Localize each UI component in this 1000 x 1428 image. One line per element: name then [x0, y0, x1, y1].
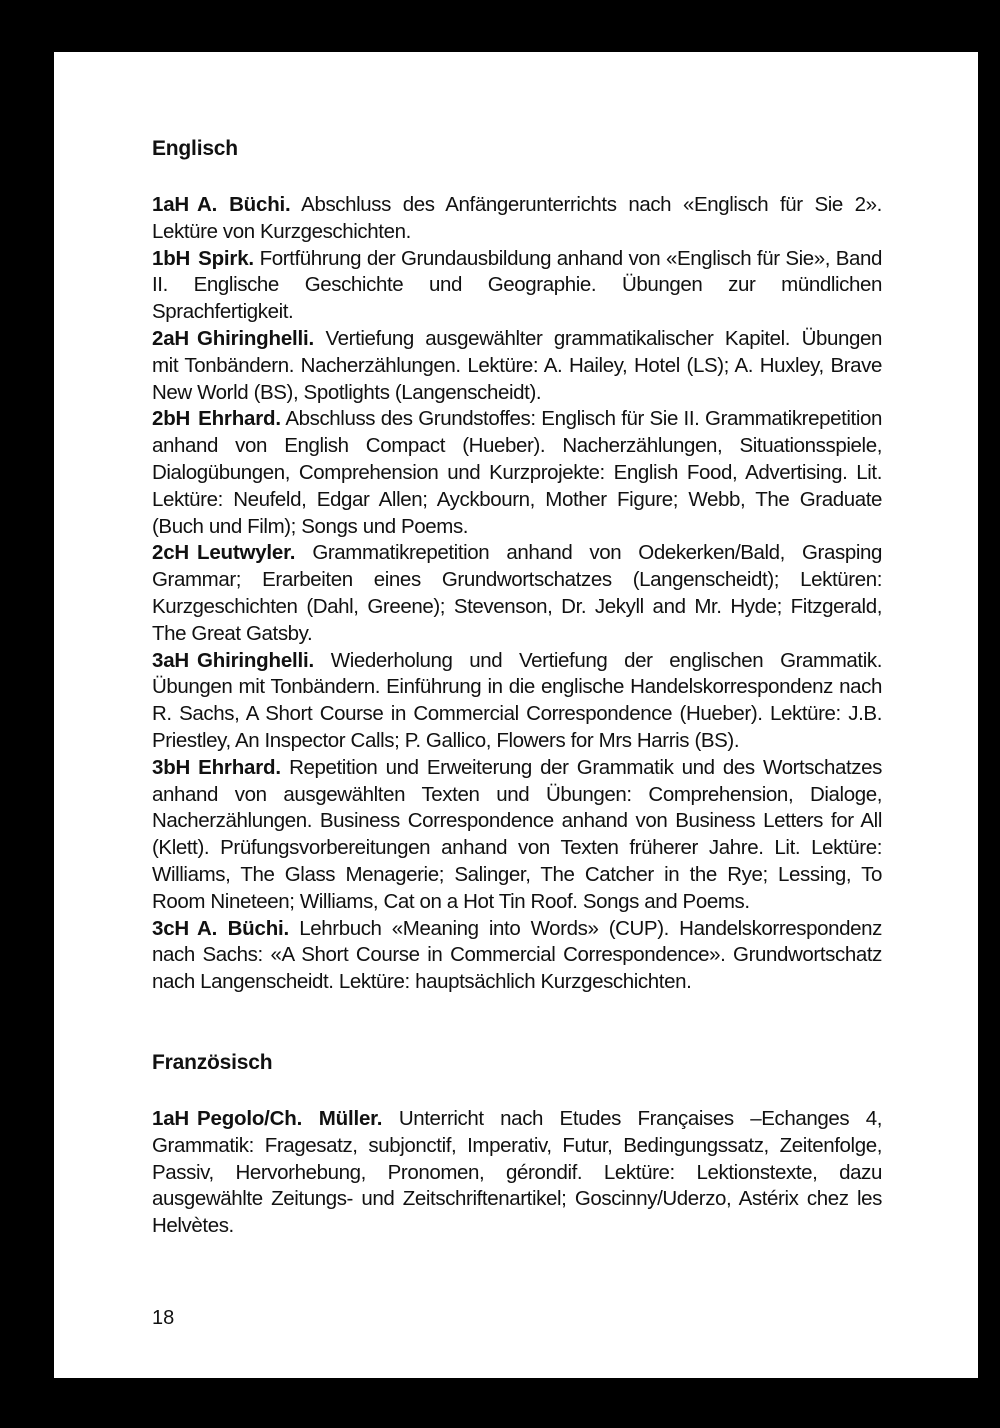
course-entry	[152, 326, 882, 406]
page-content	[152, 136, 882, 1240]
course-description: Grammatikrepetition anhand von Odekerken/Bald, Grasping Grammar; Erarbeiten eines Grundwortschatzes (Langenscheidt); Lektüren: Kurzgeschichten (Dahl, Greene); Stevenson, Dr. Jekyll and Mr. Hyde; Fitzgerald, The Great Gatsby.	[152, 541, 882, 645]
course-description: Wiederholung und Vertiefung der englischen Grammatik. Übungen mit Tonbändern. Einführung in die englische Handelskorrespondenz nach R. Sachs, A Short Course in Commercial Correspondence (Hueber). Lektüre: J.B. Priestley, An Inspector Calls; P. Gallico, Flowers for Mrs Harris (BS).	[152, 648, 882, 752]
course-list-franzoesisch	[152, 1106, 882, 1240]
course-entry	[152, 648, 882, 755]
section-title-englisch: Englisch	[152, 137, 238, 160]
course-entry	[152, 755, 882, 916]
course-description: Fortführung der Grundausbildung anhand von «Englisch für Sie», Band II. Englische Geschichte und Geographie. Übungen zur mündlichen Sprachfertigkeit.	[152, 246, 883, 324]
teacher-name: Spirk.	[198, 246, 254, 270]
class-code: 2bH	[152, 407, 191, 431]
section-spacer	[152, 996, 882, 1050]
course-list-englisch	[152, 192, 882, 996]
teacher-name: Ehrhard.	[198, 755, 281, 779]
teacher-name: Ehrhard.	[198, 407, 281, 431]
course-description: Abschluss des Anfängerunterrichts nach «Englisch für Sie 2». Lektüre von Kurzgeschichten.	[152, 193, 882, 243]
class-code: 1aH	[152, 193, 190, 216]
teacher-name: A. Büchi.	[197, 916, 290, 940]
class-code: 1aH	[152, 1106, 190, 1130]
class-code: 3cH	[152, 916, 190, 940]
class-code: 3aH	[152, 648, 190, 672]
course-entry	[152, 540, 882, 647]
page-number: 18	[152, 1307, 175, 1329]
course-entry	[152, 192, 882, 246]
teacher-name: Pegolo/Ch. Müller.	[197, 1106, 383, 1130]
course-entry	[152, 246, 882, 326]
course-description: Vertiefung ausgewählter grammatikalischer Kapitel. Übungen mit Tonbändern. Nacherzählungen. Lektüre: A. Hailey, Hotel (LS); A. Huxley, Brave New World (BS), Spotlights (Langenscheidt).	[152, 326, 882, 404]
course-description: Lehrbuch «Meaning into Words» (CUP). Handelskorrespondenz nach Sachs: «A Short Course in Commercial Correspondence». Grundwortschatz nach Langenscheidt. Lektüre: hauptsächlich Kurzgeschichten.	[152, 916, 882, 994]
class-code: 1bH	[152, 246, 191, 270]
document-page	[54, 52, 978, 1378]
class-code: 2aH	[152, 326, 190, 350]
section-title-franzoesisch: Französisch	[152, 1050, 273, 1074]
course-entry	[152, 406, 882, 540]
course-entry	[152, 1106, 882, 1240]
course-entry	[152, 916, 882, 996]
teacher-name: Ghiringhelli.	[197, 648, 315, 672]
course-description: Unterricht nach Etudes Françaises –Echanges 4, Grammatik: Fragesatz, subjonctif, Imperativ, Futur, Bedingungssatz, Zeitenfolge, Passiv, Hervorhebung, Pronomen, gérondif. Lektüre: Lektionstexte, dazu ausgewählte Zeitungs- und Zeitschriftenartikel; Goscinny/Uderzo, Astérix chez les Helvètes.	[152, 1106, 882, 1238]
class-code: 2cH	[152, 541, 190, 565]
teacher-name: Ghiringhelli.	[197, 326, 315, 350]
teacher-name: Leutwyler.	[197, 541, 296, 565]
class-code: 3bH	[152, 755, 191, 779]
course-description: Repetition und Erweiterung der Grammatik und des Wortschatzes anhand von ausgewählten Texten und Übungen: Comprehension, Dialoge, Nacherzählungen. Business Correspondence anhand von Business Letters for All (Klett). Prüfungsvorbereitungen anhand von Texten früherer Jahre. Lit. Lektüre: Williams, The Glass Menagerie; Salinger, The Catcher in the Rye; Lessing, To Room Nineteen; Williams, Cat on a Hot Tin Roof. Songs and Poems.	[152, 755, 882, 913]
course-description: Abschluss des Grundstoffes: Englisch für Sie II. Grammatikrepetition anhand von English Compact (Hueber). Nacherzählungen, Situationsspiele, Dialogübungen, Comprehension und Kurzprojekte: English Food, Advertising. Lit. Lektüre: Neufeld, Edgar Allen; Ayckbourn, Mother Figure; Webb, The Graduate (Buch und Film); Songs und Poems.	[152, 407, 883, 538]
teacher-name: A. Büchi.	[197, 193, 291, 216]
